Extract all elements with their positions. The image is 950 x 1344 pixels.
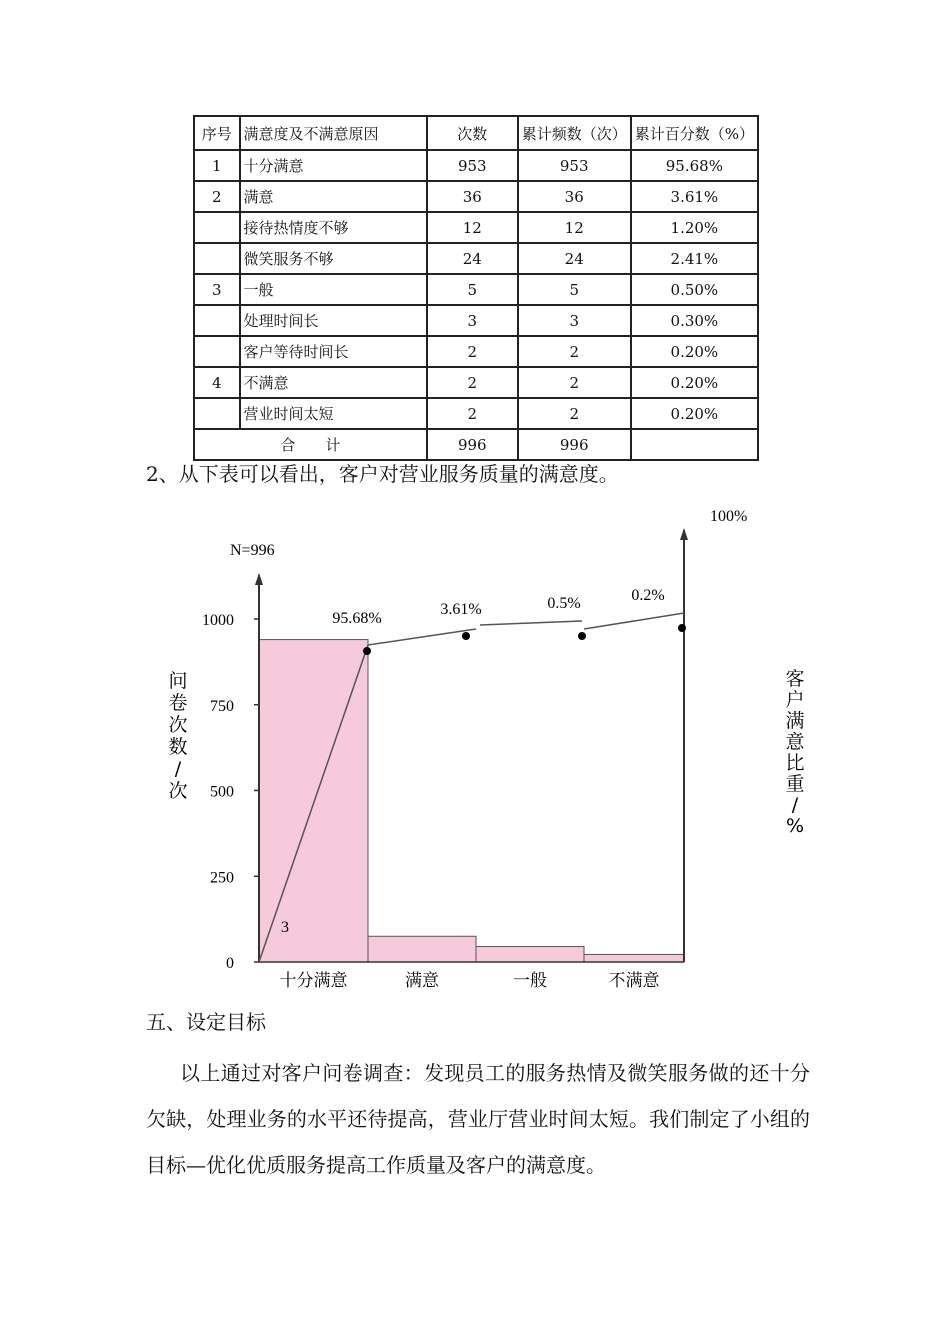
table-cell [194,243,240,274]
category-label: 十分满意 [279,971,348,991]
table-cell: 接待热情度不够 [240,212,427,243]
table-cell: 0.50% [631,274,758,305]
table-cell: 0.20% [631,336,758,367]
y-tick-label: 750 [210,697,234,715]
table-cell: 12 [518,212,631,243]
table-cell: 1 [194,150,240,181]
right-axis-arrow [680,528,688,540]
axis-label-char: 数 [168,736,188,758]
left-axis-label [168,670,187,802]
table-row [194,212,758,243]
header-cell: 满意度及不满意原因 [240,116,427,150]
table-cell: 2 [518,336,631,367]
table-cell: 0.20% [631,367,758,398]
total-label: 合 计 [194,429,427,460]
total-count: 996 [427,429,518,460]
y-tick-label: 500 [210,783,234,801]
pareto-chart [150,495,830,1000]
bar [368,936,476,962]
table-row [194,367,758,398]
table-cell: 1.20% [631,212,758,243]
table-row [194,305,758,336]
axis-label-char: 卷 [168,692,188,714]
y-tick-label: 250 [210,869,234,887]
table-row [194,336,758,367]
table-cell: 12 [427,212,518,243]
cumulative-line-segment [584,613,684,629]
table-cell: 2.41% [631,243,758,274]
left-axis-arrow [255,573,263,585]
n-annotation: N=996 [230,542,275,559]
percent-label: 3.61% [440,601,482,618]
percent-label: 0.5% [547,595,581,612]
table-cell: 95.68% [631,150,758,181]
y-tick-label: 0 [226,955,234,972]
table-cell: 0.30% [631,305,758,336]
cumulative-point [363,647,371,655]
axis-label-char: % [785,815,805,837]
category-label: 一般 [513,971,547,991]
table-cell: 4 [194,367,240,398]
table-cell: 5 [427,274,518,305]
table-cell: 3.61% [631,181,758,212]
table-row [194,243,758,274]
table-cell: 2 [518,398,631,429]
cumulative-line-segment [480,621,582,625]
cumulative-point [678,624,686,632]
category-label: 不满意 [608,971,660,991]
percent-label: 0.2% [631,587,665,604]
table-cell [194,336,240,367]
cumulative-point [462,632,470,640]
axis-label-char: 问 [168,670,188,692]
axis-label-char: 户 [785,689,805,711]
axis-label-char: / [174,758,182,780]
axis-label-char: 意 [785,731,805,753]
header-cell: 累计频数（次） [518,116,631,150]
inner-label: 3 [281,919,289,936]
table-cell: 2 [427,367,518,398]
table-cell: 3 [194,274,240,305]
table-cell: 36 [518,181,631,212]
table-row [194,150,758,181]
table-cell: 0.20% [631,398,758,429]
table-cell: 不满意 [240,367,427,398]
table-cell [194,212,240,243]
axis-label-char: 重 [785,773,805,795]
axis-label-char: 客 [785,668,805,690]
table-cell: 满意 [240,181,427,212]
summary-sentence: 2、从下表可以看出，客户对营业服务质量的满意度。 [146,462,619,486]
table-cell: 5 [518,274,631,305]
header-cell: 序号 [194,116,240,150]
table-cell: 36 [427,181,518,212]
percent-label: 95.68% [332,610,382,627]
table-cell: 24 [518,243,631,274]
table-row [194,181,758,212]
axis-label-char: 满 [785,710,805,732]
axis-label-char: / [791,794,799,816]
header-cell: 累计百分数（%） [631,116,758,150]
table-cell: 十分满意 [240,150,427,181]
table-cell: 3 [427,305,518,336]
table-cell: 客户等待时间长 [240,336,427,367]
section-title: 五、设定目标 [146,1010,266,1034]
table-cell [194,398,240,429]
cumulative-point [578,632,586,640]
table-cell: 2 [194,181,240,212]
table-cell: 953 [518,150,631,181]
body-paragraph: 以上通过对客户问卷调查：发现员工的服务热情及微笑服务做的还十分欠缺，处理业务的水平还待提高，营业厅营业时间太短。我们制定了小组的目标—优化优质服务提高工作质量及客户的满意度。 [146,1061,810,1177]
category-label: 满意 [405,971,439,991]
right-axis-label [785,668,804,837]
total-cumulative: 996 [518,429,631,460]
table-row [194,398,758,429]
table-cell: 953 [427,150,518,181]
axis-label-char: 比 [785,752,805,774]
table-cell: 3 [518,305,631,336]
table-cell: 营业时间太短 [240,398,427,429]
table-cell [194,305,240,336]
header-cell: 次数 [427,116,518,150]
y-tick-label: 1000 [202,612,234,629]
right-axis-top-label: 100% [710,508,748,525]
bar [476,947,584,962]
table-header-row [194,116,758,150]
axis-label-char: 次 [168,714,188,736]
table-cell: 24 [427,243,518,274]
bar [584,954,684,962]
table-cell: 处理时间长 [240,305,427,336]
table-cell: 2 [427,336,518,367]
cumulative-line-segment [368,629,476,645]
axis-label-char: 次 [168,780,188,802]
table-body [194,116,758,460]
table-cell: 微笑服务不够 [240,243,427,274]
table-cell: 2 [427,398,518,429]
total-percent [631,429,758,460]
table-cell: 2 [518,367,631,398]
satisfaction-table [193,115,759,461]
table-row [194,274,758,305]
table-total-row [194,429,758,460]
table-cell: 一般 [240,274,427,305]
